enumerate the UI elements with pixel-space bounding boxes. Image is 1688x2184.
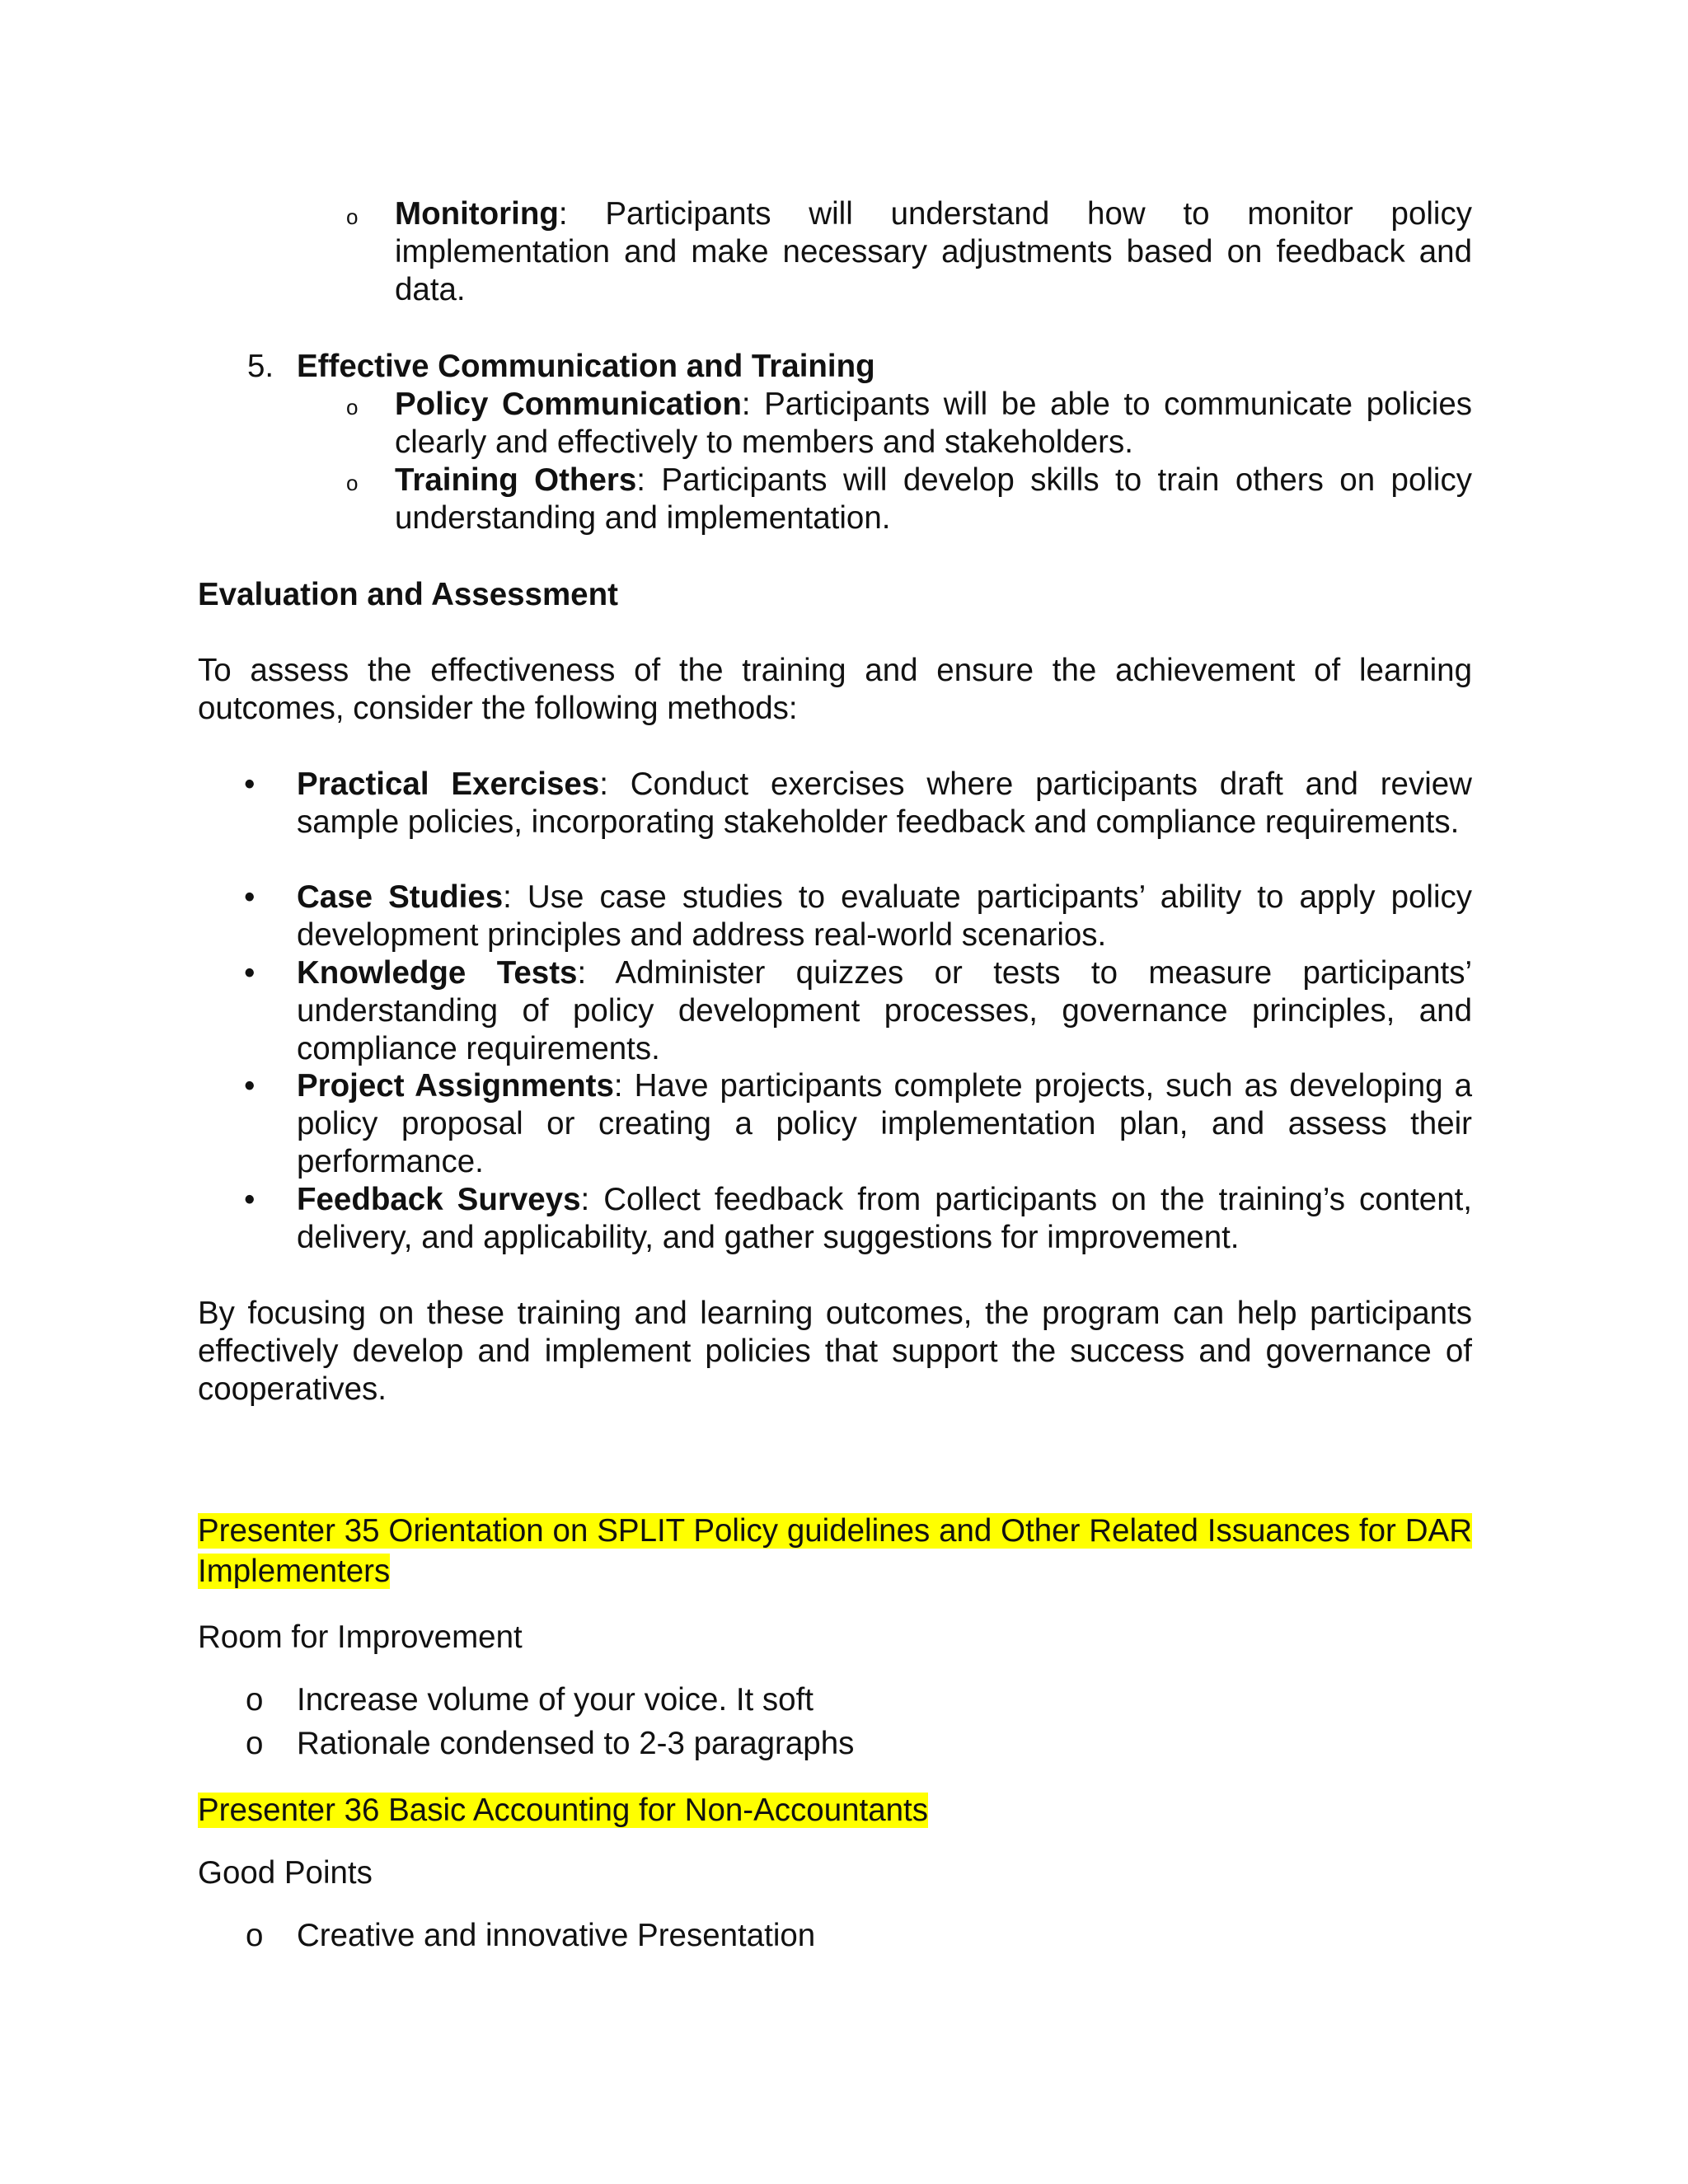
bullet-icon: •	[244, 1068, 256, 1104]
project-assignments-item	[297, 1067, 1472, 1181]
policy-communication-text: : Participants will be able to communicate policies clearly and effectively to members and stakeholders.	[395, 387, 1472, 460]
monitoring-term: Monitoring	[395, 196, 559, 232]
bullet-1-marker	[244, 766, 255, 804]
monitoring-text: : Participants will understand how to monitor policy implementation and make necessary adjustments based on feedback and data.	[395, 196, 1472, 307]
bullet-3-marker	[244, 954, 255, 992]
bullet-icon: •	[244, 879, 256, 915]
presenter35-marker-1	[246, 1681, 263, 1719]
presenter36-item-1: Creative and innovative Presentation	[297, 1918, 816, 1953]
presenter36-marker-1	[246, 1917, 263, 1955]
section5-marker-2	[346, 462, 358, 502]
circle-bullet-icon: o	[346, 395, 359, 419]
bullet-icon: •	[244, 766, 256, 802]
policy-communication-item	[395, 386, 1472, 462]
project-assignments-text: : Have participants complete projects, such as developing a policy proposal or creating a policy implementation plan, and assess their performance.	[297, 1068, 1472, 1179]
circle-bullet-icon: o	[346, 204, 359, 229]
evaluation-heading: Evaluation and Assessment	[198, 577, 618, 612]
practical-exercises-text: : Conduct exercises where participants draft and review sample policies, incorporating stakeholder feedback and compliance requirements.	[297, 766, 1472, 840]
bullet-2-marker	[244, 879, 255, 916]
training-others-item	[395, 462, 1472, 537]
bullet-icon: •	[244, 955, 256, 991]
presenter35-title	[198, 1511, 1472, 1591]
section5-title: Effective Communication and Training	[297, 349, 875, 384]
presenter35-item-2: Rationale condensed to 2-3 paragraphs	[297, 1726, 855, 1761]
case-studies-term: Case Studies	[297, 879, 504, 915]
presenter35-marker-2	[246, 1725, 263, 1763]
practical-exercises-item	[297, 766, 1472, 841]
case-studies-item	[297, 879, 1472, 954]
circle-bullet-icon: o	[246, 1918, 264, 1953]
monitoring-marker-wrap	[346, 195, 358, 236]
feedback-surveys-term: Feedback Surveys	[297, 1182, 581, 1217]
presenter35-subheading: Room for Improvement	[198, 1619, 523, 1655]
feedback-surveys-item	[297, 1181, 1472, 1257]
training-others-term: Training Others	[395, 462, 637, 498]
presenter36-highlight: Presenter 36 Basic Accounting for Non-Accountants	[198, 1793, 928, 1828]
knowledge-tests-term: Knowledge Tests	[297, 955, 578, 991]
feedback-surveys-text: : Collect feedback from participants on the training’s content, delivery, and applicability, and gather suggestions for improvement.	[297, 1182, 1473, 1255]
case-studies-text: : Use case studies to evaluate participants’ ability to apply policy development principles and address real-world scenarios.	[297, 879, 1472, 953]
knowledge-tests-text: : Administer quizzes or tests to measure participants’ understanding of policy development processes, governance principles, and compliance requirements.	[297, 955, 1472, 1066]
policy-communication-term: Policy Communication	[395, 387, 742, 422]
circle-bullet-icon: o	[246, 1682, 264, 1718]
presenter35-highlight: Presenter 35 Orientation on SPLIT Policy guidelines and Other Related Issuances for DAR Implementers	[198, 1513, 1472, 1589]
presenter36-title	[198, 1790, 1472, 1830]
section5-marker-1	[346, 386, 358, 426]
bullet-5-marker	[244, 1181, 255, 1219]
practical-exercises-term: Practical Exercises	[297, 766, 600, 802]
bullet-icon: •	[244, 1182, 256, 1217]
bullet-4-marker	[244, 1067, 255, 1105]
monitoring-item	[395, 195, 1472, 309]
evaluation-intro: To assess the effectiveness of the training and ensure the achievement of learning outcomes, consider the following methods:	[198, 653, 1472, 726]
circle-bullet-icon: o	[246, 1726, 264, 1761]
presenter35-item-1: Increase volume of your voice. It soft	[297, 1682, 814, 1718]
project-assignments-term: Project Assignments	[297, 1068, 614, 1104]
evaluation-conclusion: By focusing on these training and learning outcomes, the program can help participants effectively develop and implement policies that support the success and governance of cooperatives.	[198, 1296, 1472, 1407]
section5-number: 5.	[247, 349, 274, 384]
knowledge-tests-item	[297, 954, 1472, 1068]
training-others-text: : Participants will develop skills to train others on policy understanding and implementation.	[395, 462, 1472, 536]
circle-bullet-icon: o	[346, 471, 359, 495]
presenter36-subheading: Good Points	[198, 1855, 373, 1891]
